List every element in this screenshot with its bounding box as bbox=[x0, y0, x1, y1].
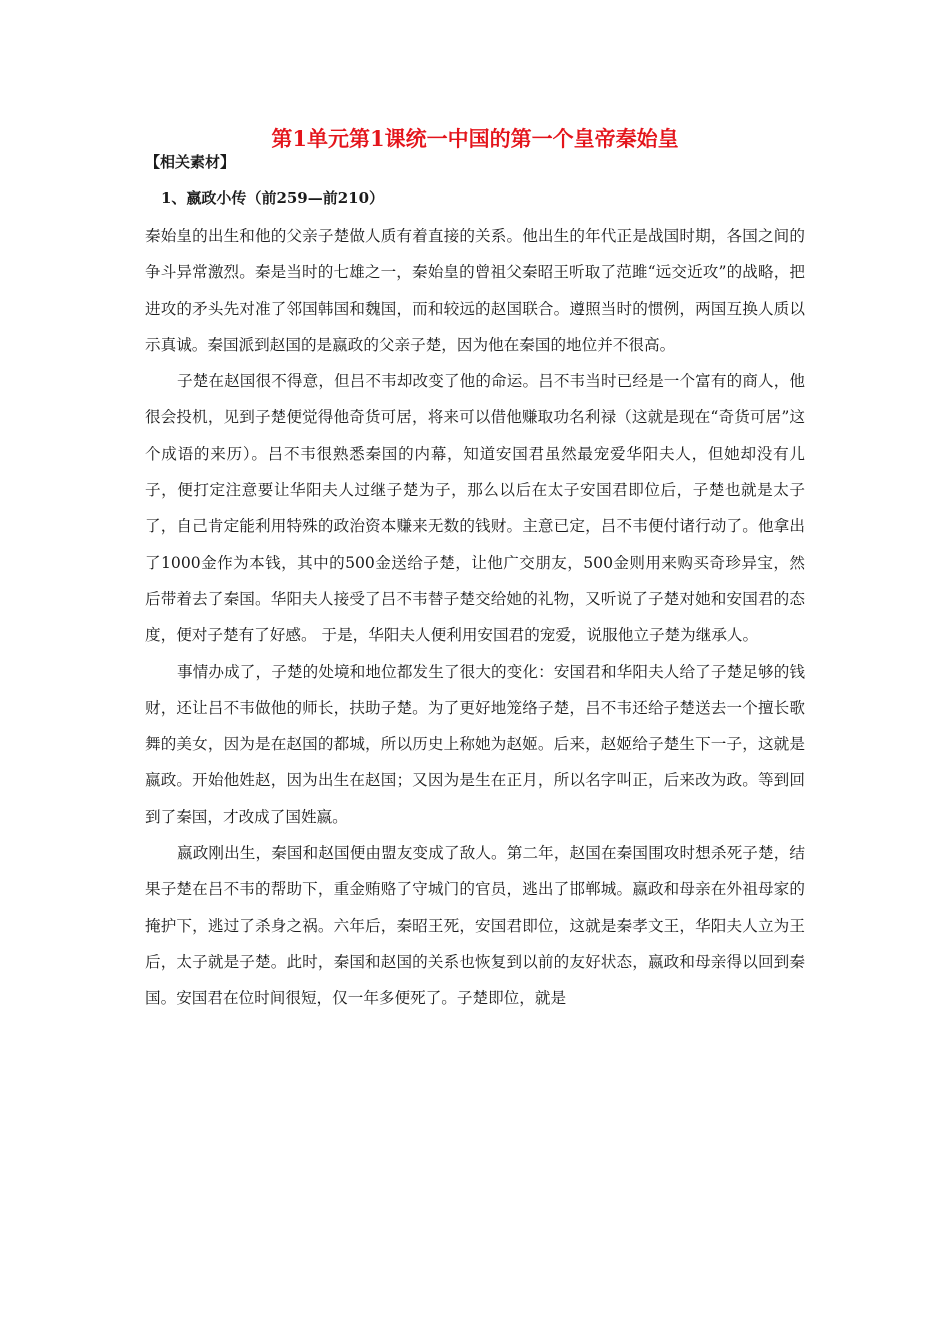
paragraph-3: 事情办成了，子楚的处境和地位都发生了很大的变化：安国君和华阳夫人给了子楚足够的钱财，还让吕不韦做他的师长，扶助子楚。为了更好地笼络子楚，吕不韦还给子楚送去一个擅长歌舞的美女，因为是在赵国的都城，所以历史上称她为赵姬。后来，赵姬给子楚生下一子，这就是嬴政。开始他姓赵，因为出生在赵国；又因为是生在正月，所以名字叫正，后来改为政。等到回到了秦国，才改成了国姓嬴。 bbox=[145, 662, 805, 826]
document-title: 第1单元第1课统一中国的第一个皇帝秦始皇 bbox=[271, 126, 679, 151]
section-label: 【相关素材】 bbox=[145, 153, 236, 171]
paragraph-2: 子楚在赵国很不得意，但吕不韦却改变了他的命运。吕不韦当时已经是一个富有的商人，他很会投机，见到子楚便觉得他奇货可居，将来可以借他赚取功名利禄（这就是现在“奇货可居”这个成语的来历）。吕不韦很熟悉秦国的内幕，知道安国君虽然最宠爱华阳夫人，但她却没有儿子，便打定注意要让华阳夫人过继子楚为子，那么以后在太子安国君即位后，子楚也就是太子了，自己肯定能利用特殊的政治资本赚来无数的钱财。主意已定，吕不韦便付诸行动了。他拿出了1000金作为本钱，其中的500金送给子楚，让他广交朋友，500金则用来购买奇珍异宝，然后带着去了秦国。华阳夫人接受了吕不韦替子楚交给她的礼物，又听说了子楚对她和安国君的态度，便对子楚有了好感。 于是，华阳夫人便利用安国君的宠爱，说服他立子楚为继承人。 bbox=[145, 372, 805, 645]
paragraph-1: 秦始皇的出生和他的父亲子楚做人质有着直接的关系。他出生的年代正是战国时期，各国之间的争斗异常激烈。秦是当时的七雄之一，秦始皇的曾祖父秦昭王听取了范雎“远交近攻”的战略，把进攻的矛头先对准了邻国韩国和魏国，而和较远的赵国联合。遵照当时的惯例，两国互换人质以示真诚。秦国派到赵国的是嬴政的父亲子楚，因为他在秦国的地位并不很高。 bbox=[145, 227, 805, 354]
subheading: 1、嬴政小传（前259—前210） bbox=[161, 189, 385, 207]
paragraph-4: 嬴政刚出生，秦国和赵国便由盟友变成了敌人。第二年，赵国在秦国围攻时想杀死子楚，结果子楚在吕不韦的帮助下，重金贿赂了守城门的官员，逃出了邯郸城。嬴政和母亲在外祖母家的掩护下，逃过了杀身之祸。六年后，秦昭王死，安国君即位，这就是秦孝文王，华阳夫人立为王后，太子就是子楚。此时，秦国和赵国的关系也恢复到以前的友好状态，嬴政和母亲得以回到秦国。安国君在位时间很短，仅一年多便死了。子楚即位，就是 bbox=[145, 844, 805, 1008]
body-text bbox=[145, 218, 805, 1017]
